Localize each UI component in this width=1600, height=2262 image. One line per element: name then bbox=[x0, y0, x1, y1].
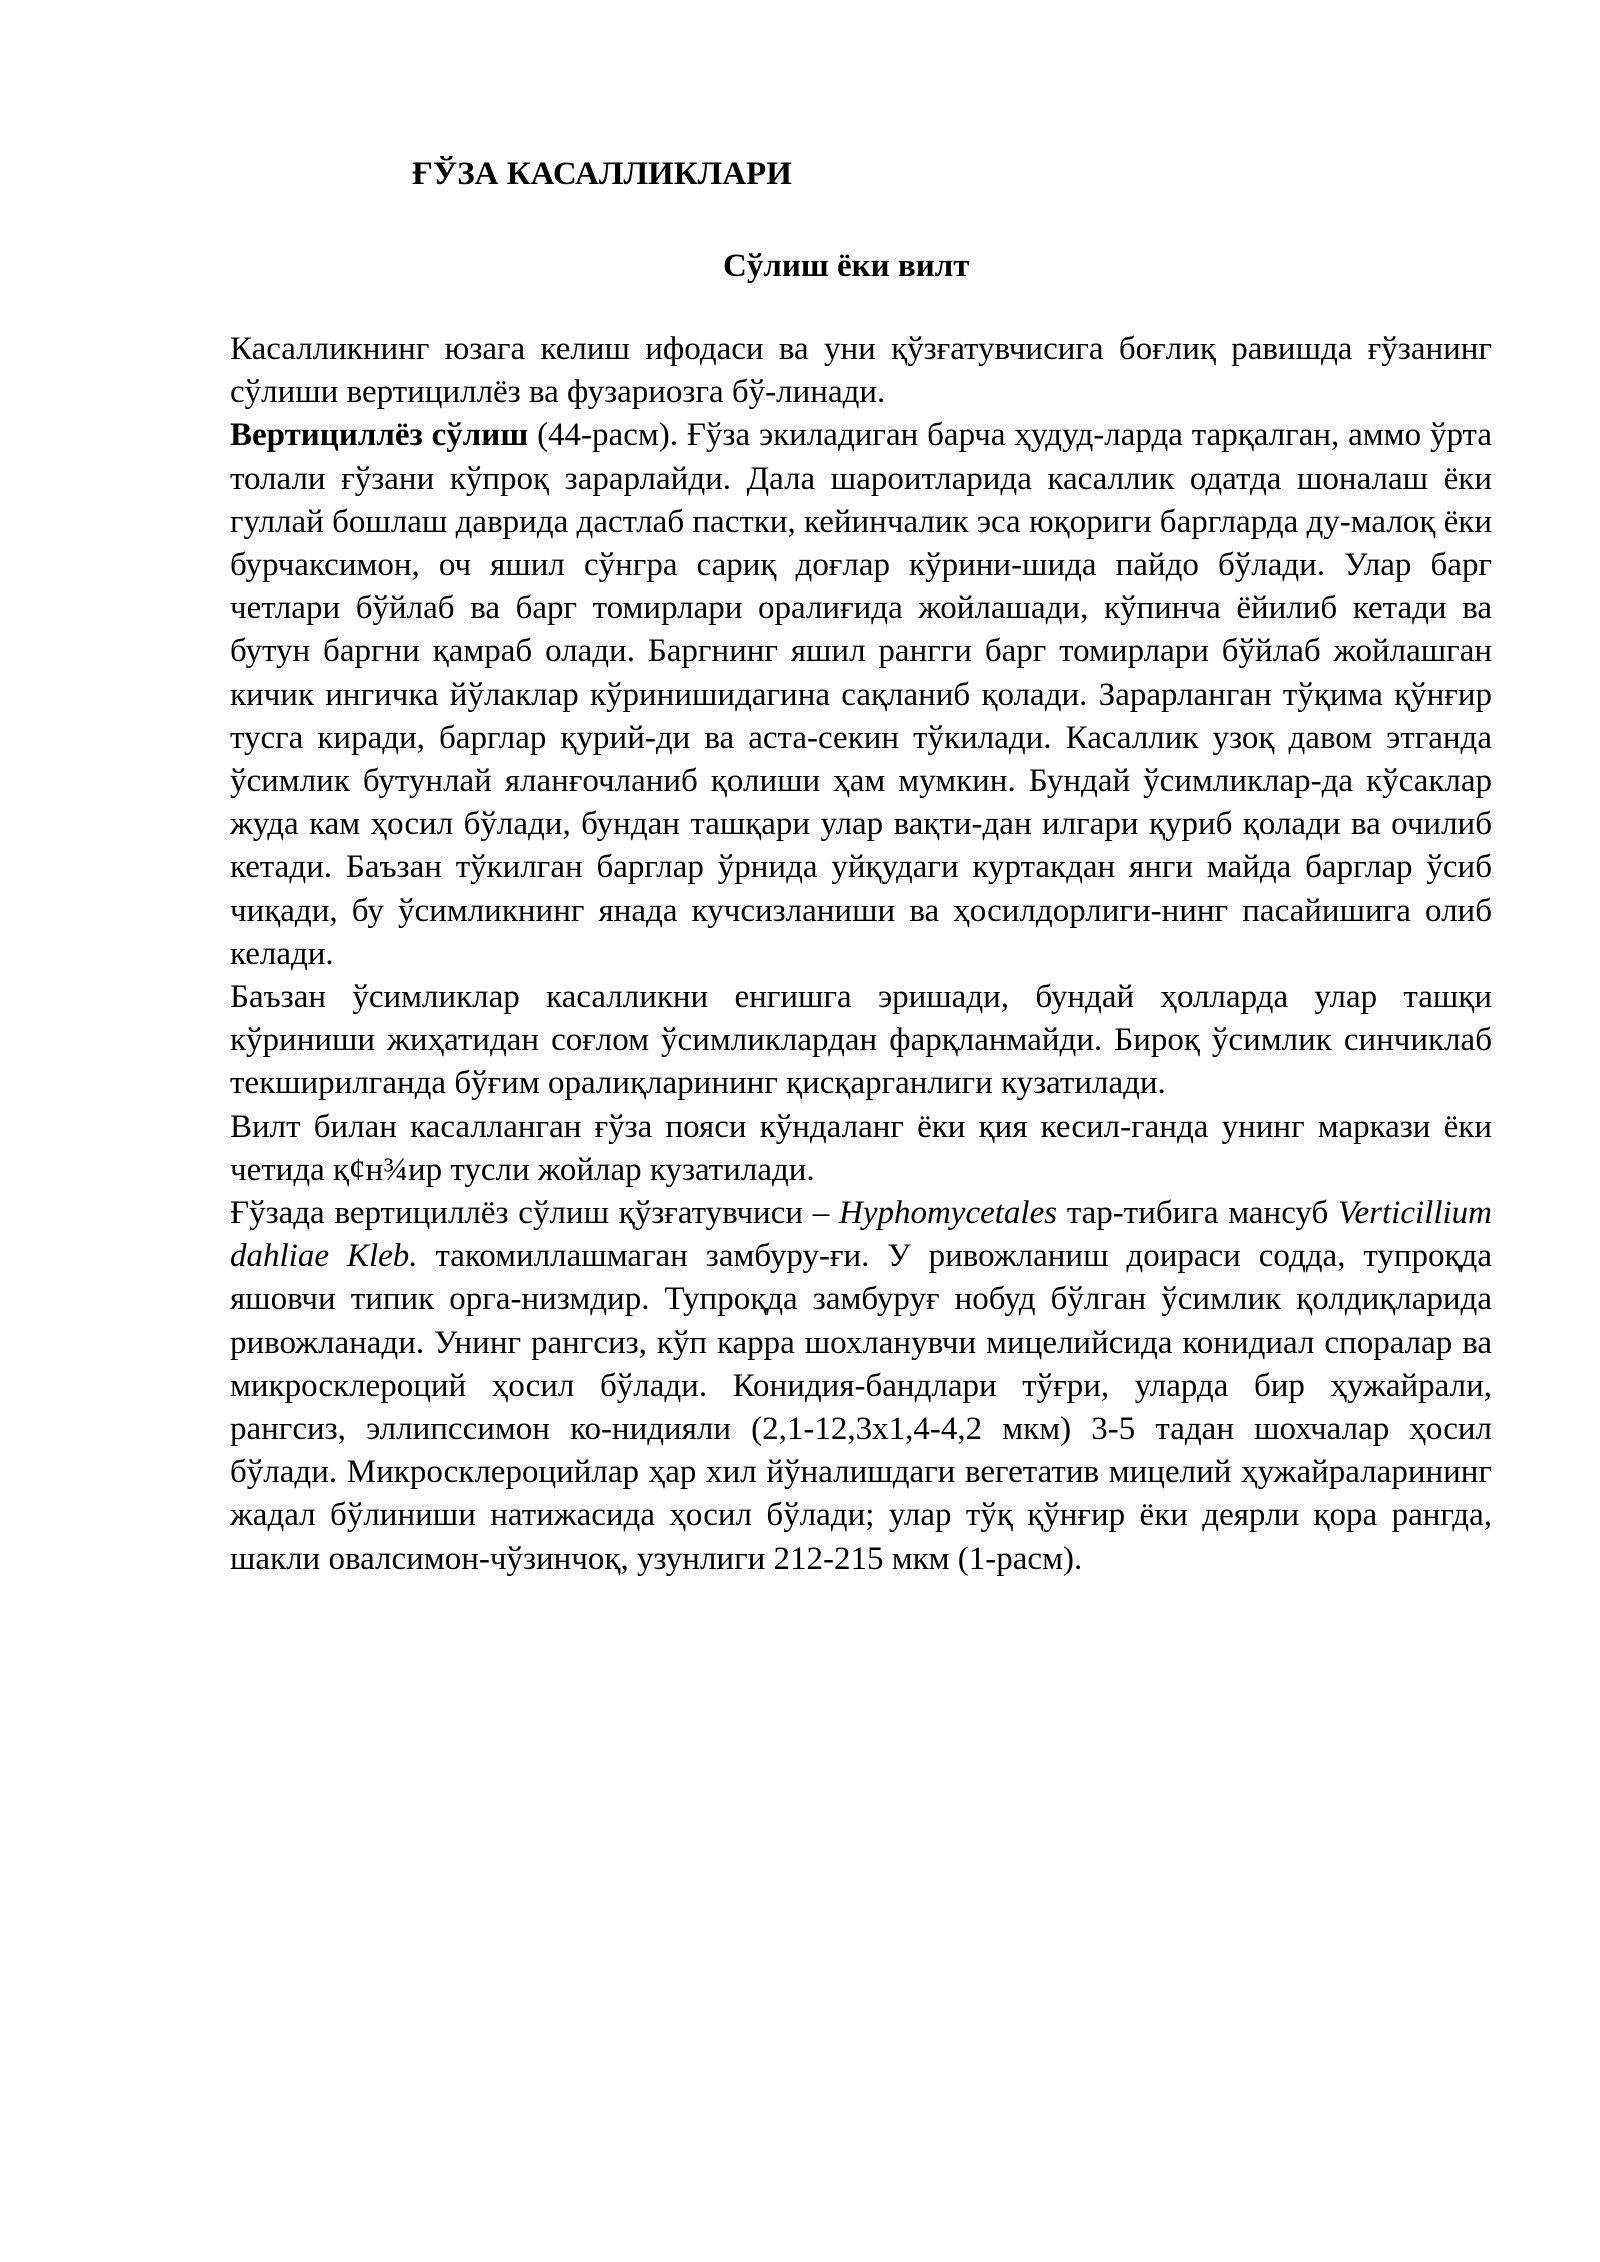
paragraph-lead-term: Вертициллёз сўлиш bbox=[230, 417, 529, 454]
paragraph-pathogen-text-1: Ғўзада вертициллёз сўлиш қўзғатувчиси – bbox=[230, 1195, 839, 1232]
taxon-order-name: Hyphomycetales bbox=[839, 1195, 1058, 1232]
paragraph-recovery-text: Баъзан ўсимликлар касалликни енгишга эришади, бундай ҳолларда улар ташқи кўриниши жиҳатидан соғлом ўсимликлардан фарқланмайди. Бироқ ўсимлик синчиклаб текширилганда бўғим оралиқларининг қисқарганлиги кузатилади. bbox=[230, 979, 1492, 1102]
paragraph-pathogen bbox=[230, 1192, 1492, 1581]
paragraph-verticillium-wilt-text: (44-расм). Ғўза экиладиган барча ҳудуд-ларда тарқалган, аммо ўрта толали ғўзани кўпроқ зарарлайди. Дала шароитларида касаллик одатда шоналаш ёки гуллай бошлаш даврида дастлаб пастки, кейинчалик эса юқориги баргларда ду-малоқ ёки бурчаксимон, оч яшил сўнгра сариқ доғлар кўрини-шида пайдо бўлади. Улар барг четлари бўйлаб ва барг томирлари оралиғида жойлашади, кўпинча ёйилиб кетади ва бутун баргни қамраб олади. Баргнинг яшил рангги барг томирлари бўйлаб жойлашган кичик ингичка йўлаклар кўринишидагина сақланиб қолади. Зарарланган тўқима қўнғир тусга киради, барглар қурий-ди ва аста-секин тўкилади. Касаллик узоқ давом этганда ўсимлик бутунлай яланғочланиб қолиши ҳам мумкин. Бундай ўсимликлар-да кўсаклар жуда кам ҳосил бўлади, бундан ташқари улар вақти-дан илгари қуриб қолади ва очилиб кетади. Баъзан тўкилган барглар ўрнида уйқудаги куртакдан янги майда барглар ўсиб чиқади, бу ўсимликнинг янада кучсизланиши ва ҳосилдорлиги-нинг пасайишига олиб келади. bbox=[230, 417, 1492, 972]
paragraph-pathogen-text-2: тар-тибига мансуб bbox=[1057, 1195, 1339, 1232]
paragraph-stem-section-text: Вилт билан касалланган ғўза пояси кўндаланг ёки қия кесил-ганда унинг маркази ёки четида қ¢н¾ир тусли жойлар кузатилади. bbox=[230, 1108, 1492, 1188]
document-body bbox=[230, 328, 1492, 1581]
document-title: ҒЎЗА КАСАЛЛИКЛАРИ bbox=[412, 156, 792, 192]
paragraph-intro-text: Касалликнинг юзага келиш ифодаси ва уни қўзғатувчисига боғлиқ равишда ғўзанинг сўлиши вертициллёз ва фузариозга бў-линади. bbox=[230, 331, 1492, 411]
paragraph-verticillium-wilt bbox=[230, 414, 1492, 976]
taxon-species-name: Verticillium dahliae Kleb. bbox=[230, 1195, 1492, 1275]
section-heading: Сўлиш ёки вилт bbox=[723, 248, 970, 284]
paragraph-stem-section bbox=[230, 1106, 1492, 1192]
paragraph-pathogen-text-3: такомиллашмаган замбуру-ғи. У ривожланиш доираси содда, тупроқда яшовчи типик орга-низмдир. Тупроқда замбуруғ нобуд бўлган ўсимлик қолдиқларида ривожланади. Унинг рангсиз, кўп карра шохланувчи мицелийсида конидиал споралар ва микросклероций ҳосил бўлади. Конидия-бандлари тўғри, уларда бир ҳужайрали, рангсиз, эллипссимон ко-нидияли (2,1-12,3х1,4-4,2 мкм) 3-5 тадан шохчалар ҳосил бўлади. Микросклероцийлар ҳар хил йўналишдаги вегетатив мицелий ҳужайраларининг жадал бўлиниши натижасида ҳосил бўлади; улар тўқ қўнғир ёки деярли қора рангда, шакли овалсимон-чўзинчоқ, узунлиги 212-215 мкм (1-расм). bbox=[230, 1238, 1492, 1577]
paragraph-intro bbox=[230, 328, 1492, 414]
paragraph-recovery bbox=[230, 976, 1492, 1106]
